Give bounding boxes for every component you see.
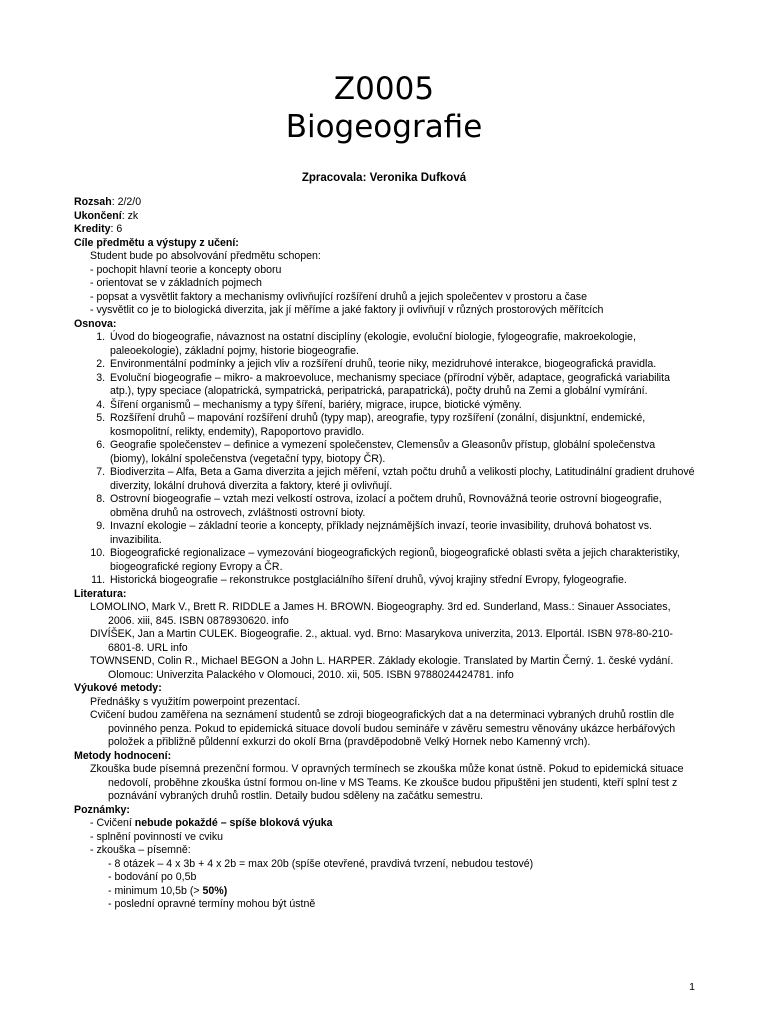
cile-item: - vysvětlit co je to biologická diverzita, jak jí měříme a jaké faktory ji ovlivňují v různých prostorových měřítcích [90,304,604,316]
zkouska-minimum [74,885,696,899]
osnova-item: 2. Environmentální podmínky a jejich vliv a rozšíření druhů, teorie niky, mezidruhové interakce, biogeografická pravidla. [108,358,696,372]
rozsah-line [74,196,696,210]
osnova-item: 1. Úvod do biogeografie, návaznost na ostatní disciplíny (ekologie, evoluční biologie, fylogeografie, makroekologie, paleoekologie), základní pojmy, historie biogeografie. [108,331,696,358]
literatura-item: TOWNSEND, Colin R., Michael BEGON a John L. HARPER. Základy ekologie. Translated by Martin Černý. 1. české vydání. Olomouc: Univerzita Palackého v Olomouci, 2010. xii, 505. ISBN 9788024424781. info [90,655,674,681]
cile-intro: Student bude po absolvování předmětu schopen: [90,250,321,262]
hodnoceni-text: Zkouška bude písemná prezenční formou. V opravných termínech se zkouška může konat ústně. Pokud to epidemická situace nedovolí, proběhne zkouška ústní formou on-line v MS Teams. Ke zkoušce budou připuštěni jen studenti, kteří splní test z poznávání vybraných druhů rostlin. Detaily budou sděleny na začátku semestru. [90,763,684,802]
cviceni-prefix: - Cvičení [90,817,135,829]
poznamky-heading: Poznámky: [74,803,130,816]
osnova-item: 6. Geografie společenstev – definice a vymezení společenstev, Clemensův a Gleasonův přístup, globální společenstva (biomy), lokální společenstva (vegetační typy, biotopy ČR). [108,439,696,466]
ukonceni-label: Ukončení [74,209,122,222]
kredity-line [74,223,696,237]
cile-item: - orientovat se v základních pojmech [90,277,262,289]
kredity-label: Kredity [74,223,111,235]
osnova-item: 7. Biodiverzita – Alfa, Beta a Gama diverzita a jejich měření, vztah počtu druhů a velikosti plochy, Latitudinální gradient druhové diverzity, lokální druhová diverzita a faktory, které ji ovlivňují. [108,466,696,493]
osnova-item: 3. Evoluční biogeografie – mikro- a makroevoluce, mechanismy speciace (přírodní výběr, adaptace, geografická variabilita atp.), typy speciace (alopatrická, sympatrická, peripatrická, parapatrická), počty druhů na Zemi a globální vymírání. [108,372,696,399]
cile-item: - pochopit hlavní teorie a koncepty oboru [90,263,282,276]
course-code: Z0005 [333,71,435,107]
osnova-item: 10. Biogeografické regionalizace – vymezování biogeografických regionů, biogeografické oblasti světa a jejich charakteristiky, biogeografické regiony Evropy a ČR. [108,547,696,574]
osnova-item: 11. Historická biogeografie – rekonstrukce postglaciálního šíření druhů, vývoj krajiny střední Evropy, fylogeografie. [108,574,696,588]
document-body [74,196,696,912]
poznamky-splneni: - splnění povinností ve cviku [90,830,224,843]
cviceni-bold: nebude pokaždé – spíše bloková výuka [134,817,333,829]
minimum-bold: 50%) [202,884,228,897]
vyukove-item: Cvičení budou zaměřena na seznámení studentů se zdroji biogeografických dat a na determinaci vybraných druhů rostlin dle povinného penza. Pokud to epidemická situace dovolí budou semináře v závěru semestru věnovány ukázce herbářových položek a přibližně půldenní exkurzi do okolí Brna (pravděpodobně Velký Hornek nebo Kamenný vrch). [90,709,676,748]
cile-item: - popsat a vysvětlit faktory a mechanismy ovlivňující rozšíření druhů a jejich společentev v prostoru a čase [90,290,587,303]
osnova-item: 5. Rozšíření druhů – mapování rozšíření druhů (typy map), areografie, typy rozšíření (zonální, disjunktní, endemické, kosmopolitní, relikty, endemity), Rapoportovo pravidlo. [108,412,696,439]
author-line: Zpracovala: Veronika Dufková [301,172,467,184]
literatura-item: LOMOLINO, Mark V., Brett R. RIDDLE a James H. BROWN. Biogeography. 3rd ed. Sunderland, Mass.: Sinauer Associates, 2006. xiii, 845. ISBN 0878930620. info [90,601,671,627]
poznamky-cviceni [74,817,696,831]
vyukove-item: Přednášky s využitím powerpoint prezentací. [90,695,301,708]
zkouska-subitem: - 8 otázek – 4 x 3b + 4 x 2b = max 20b (spíše otevřené, pravdivá tvrzení, nebudou testové) [108,857,534,870]
poznamky-zkouska: - zkouška – písemně: [90,844,191,856]
zkouska-subitem: - bodování po 0,5b [108,871,197,883]
ukonceni-value: : zk [121,209,139,222]
literatura-heading: Literatura: [74,587,127,600]
zkouska-posledni: - poslední opravné termíny mohou být ústně [108,898,316,910]
rozsah-label: Rozsah [74,196,112,208]
osnova-list [74,331,696,588]
osnova-item: 9. Invazní ekologie – základní teorie a koncepty, příklady nejznámějších invazí, teorie invasibility, druhová bohatost vs. invazibilita. [108,520,696,547]
rozsah-value: : 2/2/0 [111,196,142,208]
kredity-value: : 6 [110,223,123,235]
course-name: Biogeografie [285,109,483,145]
osnova-item: 4. Šíření organismů – mechanismy a typy šíření, bariéry, migrace, irupce, biotické výměny. [108,399,696,413]
cile-heading: Cíle předmětu a výstupy z učení: [74,236,239,249]
page-number: 1 [689,981,695,993]
osnova-heading: Osnova: [74,317,117,330]
osnova-item: 8. Ostrovní biogeografie – vztah mezi velkostí ostrova, izolací a počtem druhů, Rovnovážná teorie ostrovní biogeografie, obměna druhů na ostrovech, zvláštnosti ostrovní bioty. [108,493,696,520]
literatura-item: DIVÍŠEK, Jan a Martin CULEK. Biogeografie. 2., aktual. vyd. Brno: Masarykova univerzita, 2013. Elportál. ISBN 978-80-210-6801-8. URL info [90,628,673,654]
document-title [0,70,768,146]
vyukove-heading: Výukové metody: [74,682,162,694]
minimum-prefix: - minimum 10,5b (> [108,884,203,897]
hodnoceni-heading: Metody hodnocení: [74,749,172,762]
ukonceni-line [74,210,696,224]
